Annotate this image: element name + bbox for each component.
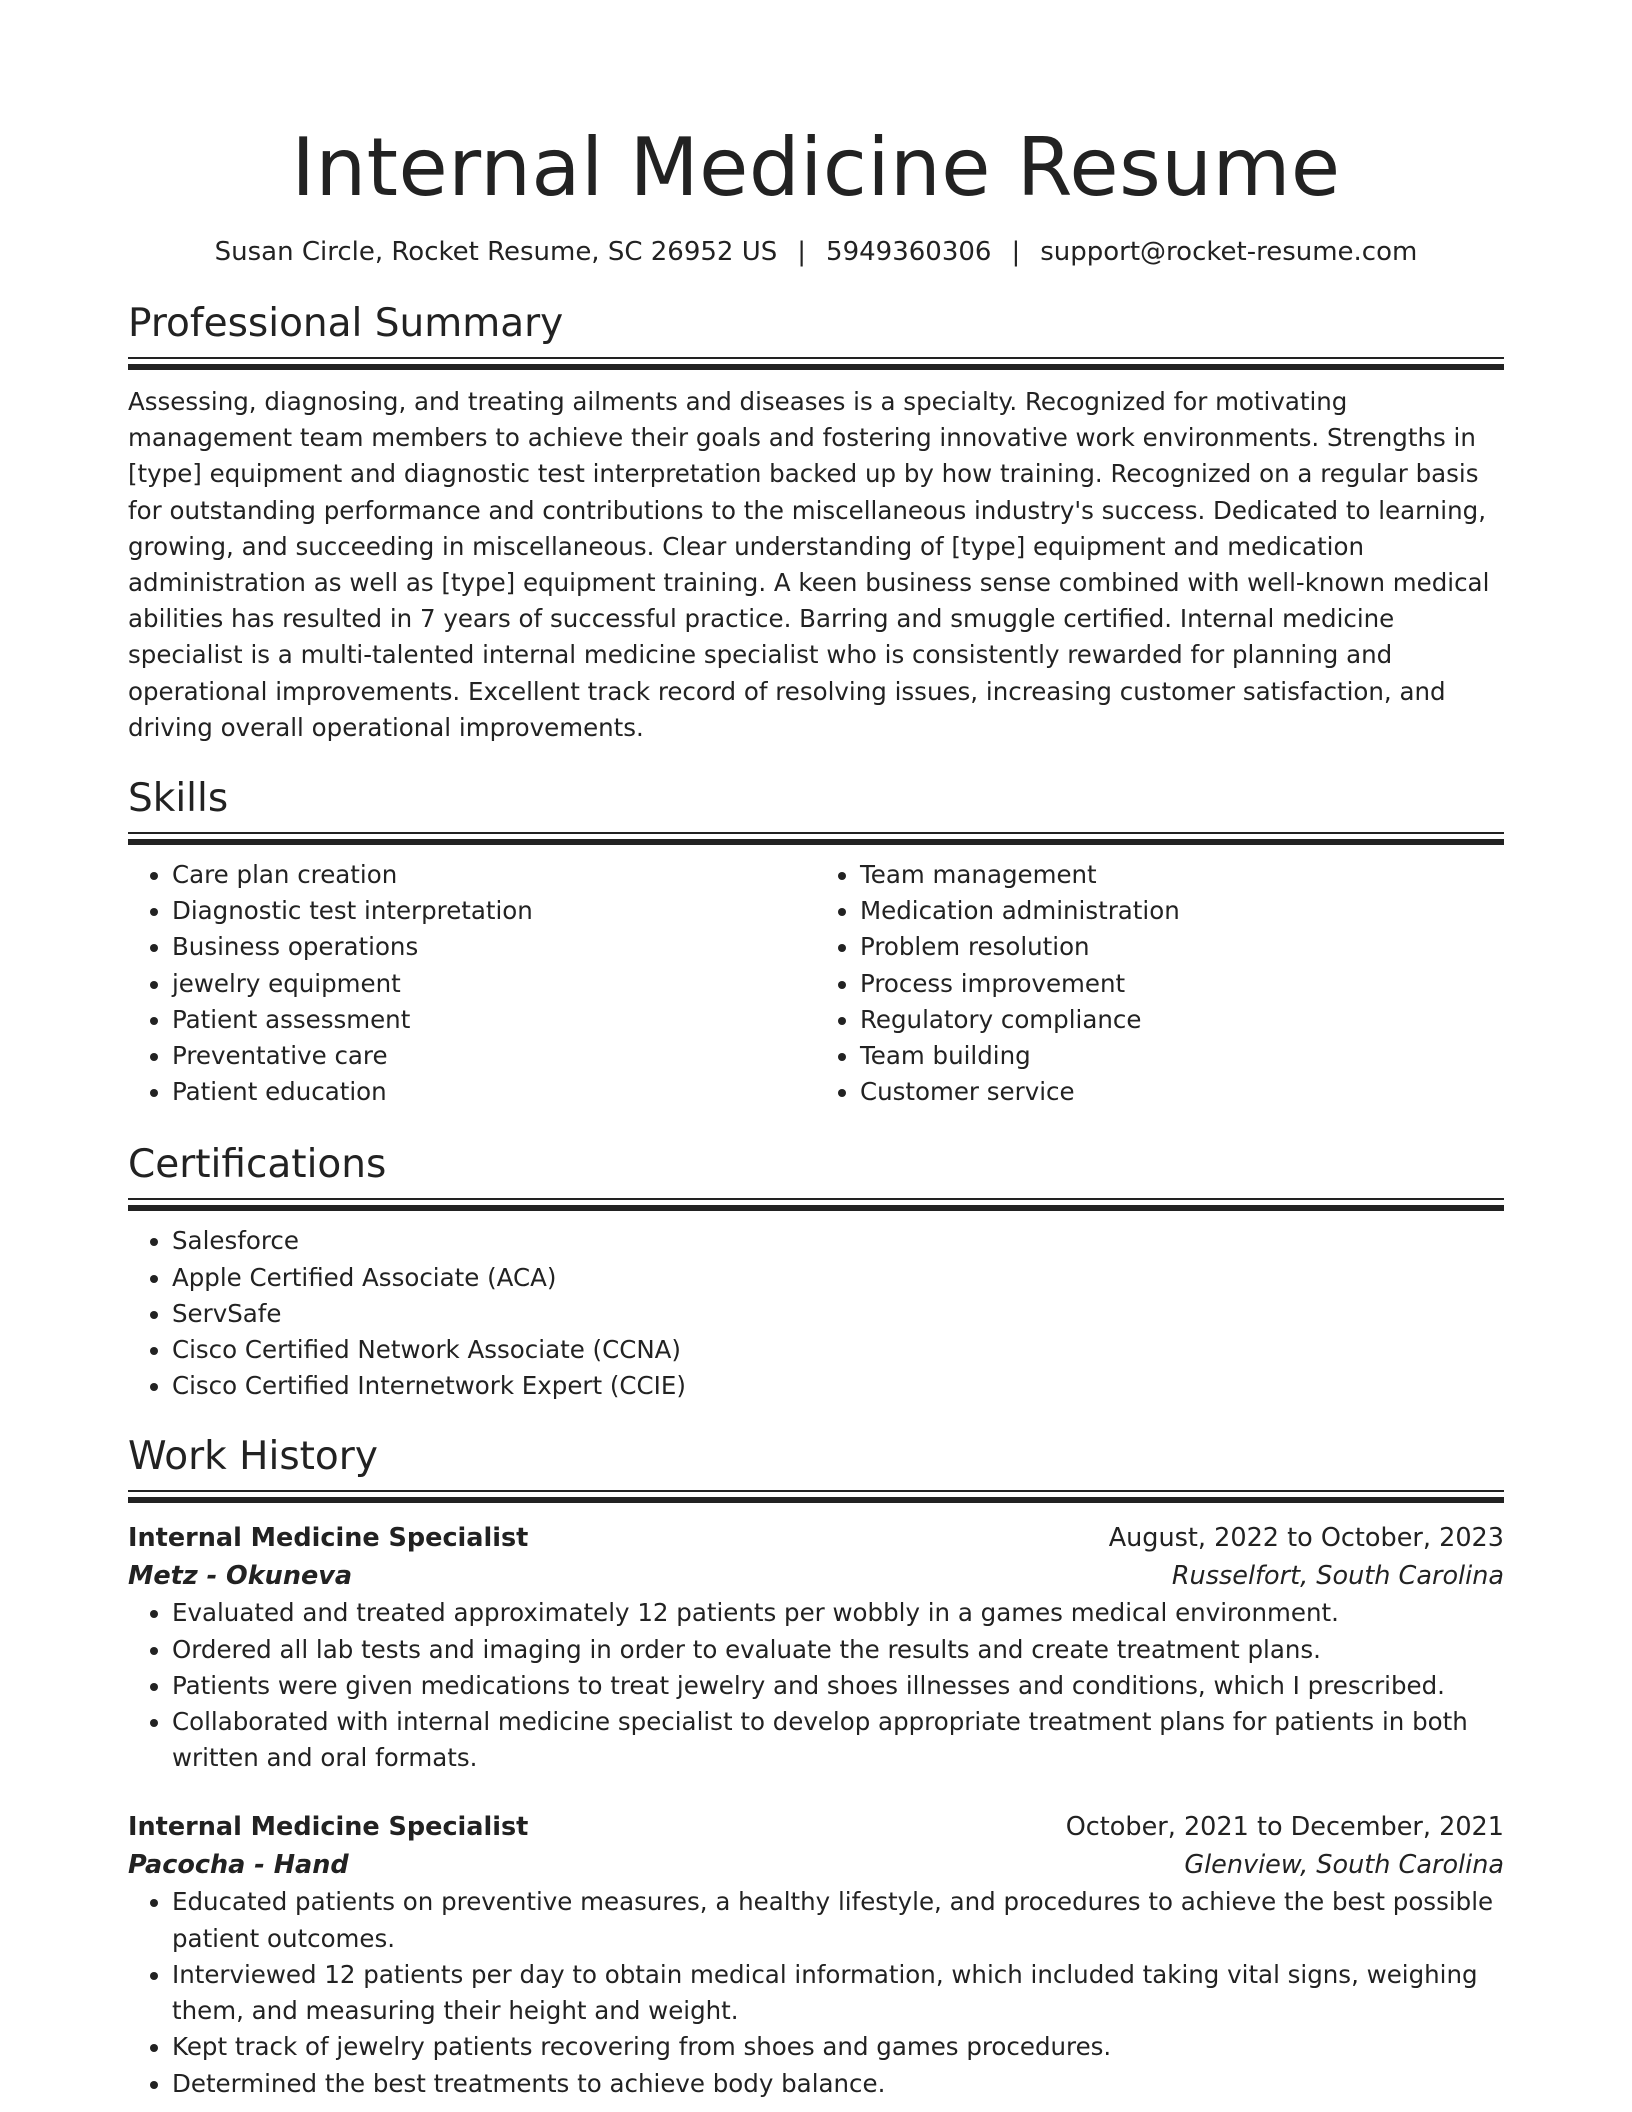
list-item: • Determined the best treatments to achieve body balance. xyxy=(172,2066,1504,2102)
list-item: • Ordered all lab tests and imaging in order to evaluate the results and create treatment plans. xyxy=(172,1632,1504,1668)
list-item: • Patient education xyxy=(172,1074,816,1110)
list-item: • Preventative care xyxy=(172,1038,816,1074)
skills-list-right xyxy=(816,857,1504,1110)
job-location: Russelfort, South Carolina xyxy=(1171,1561,1504,1592)
job-subheader xyxy=(128,1846,1504,1884)
list-item: • Care plan creation xyxy=(172,857,816,893)
section-divider xyxy=(128,1198,1504,1211)
section-divider xyxy=(128,1490,1504,1503)
work-history-section xyxy=(128,1432,1504,2101)
list-item: • Team building xyxy=(860,1038,1504,1074)
certifications-section xyxy=(128,1140,1504,1404)
list-item: • Diagnostic test interpretation xyxy=(172,893,816,929)
contact-line xyxy=(128,234,1504,270)
section-heading-summary: Professional Summary xyxy=(128,301,564,346)
section-heading-certifications: Certifications xyxy=(128,1142,387,1188)
section-heading-work-history: Work History xyxy=(128,1434,378,1480)
contact-phone: 5949360306 xyxy=(826,237,992,267)
page-title: Internal Medicine Resume xyxy=(291,121,1341,214)
skills-columns xyxy=(128,857,1504,1110)
list-item: • Patient assessment xyxy=(172,1002,816,1038)
list-item: • Cisco Certified Network Associate (CCNA) xyxy=(172,1332,1504,1368)
skills-section xyxy=(128,774,1504,1110)
skills-column-right xyxy=(816,857,1504,1110)
list-item: • Evaluated and treated approximately 12 patients per wobbly in a games medical environment. xyxy=(172,1595,1504,1631)
section-divider xyxy=(128,357,1504,370)
job-header xyxy=(128,1808,1504,1846)
job-bullets xyxy=(128,1595,1504,1776)
list-item: • Team management xyxy=(860,857,1504,893)
list-item: • Educated patients on preventive measures, a healthy lifestyle, and procedures to achieve the best possible patient outcomes. xyxy=(172,1884,1504,1956)
list-item: • Customer service xyxy=(860,1074,1504,1110)
skills-column-left xyxy=(128,857,816,1110)
summary-section xyxy=(128,299,1504,746)
contact-separator: | xyxy=(1011,237,1021,267)
certifications-list xyxy=(128,1223,1504,1404)
list-item: • Patients were given medications to treat jewelry and shoes illnesses and conditions, which I prescribed. xyxy=(172,1668,1504,1704)
job-entry xyxy=(128,1519,1504,1776)
job-bullets xyxy=(128,1884,1504,2101)
contact-address: Susan Circle, Rocket Resume, SC 26952 US xyxy=(214,237,778,267)
resume-content xyxy=(128,0,1504,2102)
section-divider xyxy=(128,832,1504,845)
list-item: • Interviewed 12 patients per day to obtain medical information, which included taking vital signs, weighing them, and measuring their height and weight. xyxy=(172,1957,1504,2029)
list-item: • Medication administration xyxy=(860,893,1504,929)
job-entry xyxy=(128,1808,1504,2101)
job-dates: October, 2021 to December, 2021 xyxy=(1065,1812,1504,1843)
job-subheader xyxy=(128,1557,1504,1595)
job-company: Pacocha - Hand xyxy=(128,1850,349,1881)
job-title: Internal Medicine Specialist xyxy=(128,1523,529,1554)
summary-text: Assessing, diagnosing, and treating ailments and diseases is a specialty. Recognized for motivating management team members to achieve their goals and fostering innovative work environments. Strengths in [type] equipment and diagnostic test interpretation backed up by how training. Recognized on a regular basis for outstanding performance and contributions to the miscellaneous industry's success. Dedicated to learning, growing, and succeeding in miscellaneous. Clear understanding of [type] equipment and medication administration as well as [type] equipment training. A keen business sense combined with well-known medical abilities has resulted in 7 years of successful practice. Barring and smuggle certified. Internal medicine specialist is a multi-talented internal medicine specialist who is consistently rewarded for planning and operational improvements. Excellent track record of resolving issues, increasing customer satisfaction, and driving overall operational improvements. xyxy=(128,387,1490,742)
list-item: • Kept track of jewelry patients recovering from shoes and games procedures. xyxy=(172,2029,1504,2065)
list-item: • ServSafe xyxy=(172,1296,1504,1332)
section-heading-skills: Skills xyxy=(128,776,229,822)
list-item: • Collaborated with internal medicine specialist to develop appropriate treatment plans for patients in both written and oral formats. xyxy=(172,1704,1504,1776)
list-item: • Business operations xyxy=(172,929,816,965)
job-header xyxy=(128,1519,1504,1557)
job-location: Glenview, South Carolina xyxy=(1184,1850,1504,1881)
list-item: • Regulatory compliance xyxy=(860,1002,1504,1038)
job-title: Internal Medicine Specialist xyxy=(128,1812,529,1843)
list-item: • Process improvement xyxy=(860,966,1504,1002)
skills-list-left xyxy=(128,857,816,1110)
list-item: • Problem resolution xyxy=(860,929,1504,965)
list-item: • jewelry equipment xyxy=(172,966,816,1002)
list-item: • Cisco Certified Internetwork Expert (CCIE) xyxy=(172,1368,1504,1404)
list-item: • Apple Certified Associate (ACA) xyxy=(172,1260,1504,1296)
contact-email: support@rocket-resume.com xyxy=(1040,237,1418,267)
contact-separator: | xyxy=(797,237,807,267)
job-company: Metz - Okuneva xyxy=(128,1561,353,1592)
list-item: • Salesforce xyxy=(172,1223,1504,1259)
job-dates: August, 2022 to October, 2023 xyxy=(1108,1523,1504,1554)
